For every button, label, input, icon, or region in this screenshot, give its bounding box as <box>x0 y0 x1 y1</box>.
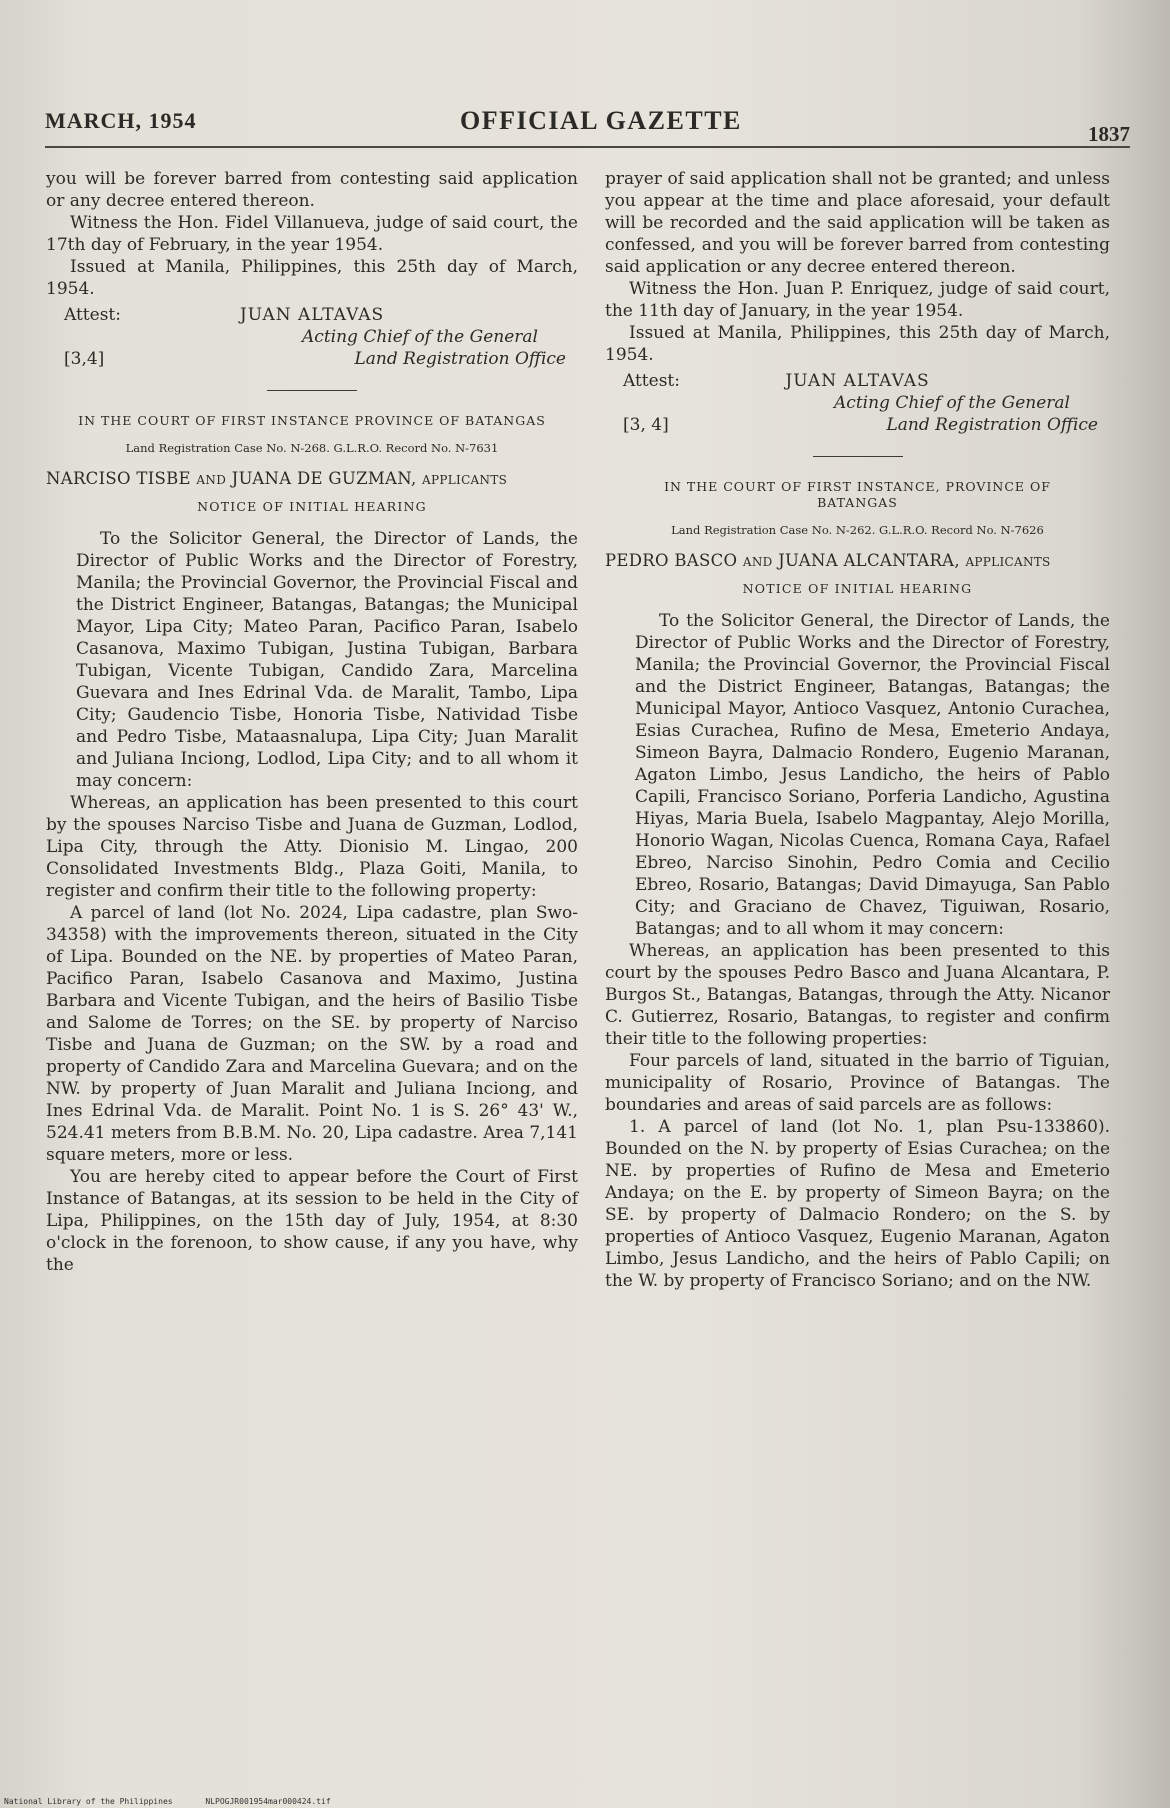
attest-title-line1: Acting Chief of the General <box>834 393 1070 413</box>
header-date: MARCH, 1954 <box>45 108 197 133</box>
scan-footer <box>4 1797 359 1806</box>
court-heading: IN THE COURT OF FIRST INSTANCE PROVINCE OF BATANGAS <box>78 413 546 428</box>
attest-reference: [3, 4] <box>623 415 669 435</box>
applicants-line: NARCISO TISBE and JUANA DE GUZMAN, applicants <box>46 469 508 488</box>
lot-one-paragraph: 1. A parcel of land (lot No. 1, plan Psu-133860). Bounded on the N. by property of Esias Curachea; on the NE. by properties of Rufino de Mesa and Emeterio Andaya; on the E. by property of Simeon Bayra; on the SE. by property of Dalmacio Rondero; on the S. by properties of Antioco Vasquez, Eugenio Maranan, Agaton Limbo, Jesus Landicho, and the heirs of Pablo Capili; on the W. by property of Francisco Soriano; and on the NW. <box>605 1117 1110 1291</box>
witness-paragraph: Witness the Hon. Fidel Villanueva, judge of said court, the 17th day of February, in the year 1954. <box>46 213 578 255</box>
attest-name: JUAN ALTAVAS <box>785 371 930 391</box>
continuation-paragraph: you will be forever barred from contesting said application or any decree entered thereon. <box>46 169 578 211</box>
court-heading: IN THE COURT OF FIRST INSTANCE, PROVINCE OF BATANGAS <box>664 479 1051 510</box>
right-column <box>605 168 1110 1292</box>
section-separator <box>813 456 903 457</box>
section-separator <box>267 390 357 391</box>
whereas-paragraph: Whereas, an application has been presented to this court by the spouses Narciso Tisbe and Juana de Guzman, Lodlod, Lipa City, through the Atty. Dionisio M. Lingao, 200 Consolidated Investments Bldg., Plaza Goiti, Manila, to register and confirm their title to the following property: <box>46 793 578 901</box>
property-paragraph: A parcel of land (lot No. 2024, Lipa cadastre, plan Swo-34358) with the improvements thereon, situated in the City of Lipa. Bounded on the NE. by properties of Mateo Paran, Pacifico Paran, Isabelo Casanova and Maximo, Justina Barbara and Vicente Tubigan, and the heirs of Basilio Tisbe and Salome de Torres; on the SE. by property of Narciso Tisbe and Juana de Guzman; on the SW. by a road and property of Candido Zara and Marcelina Guevara; and on the NW. by property of Juan Maralit and Juliana Inciong, and Ines Edrinal Vda. de Maralit. Point No. 1 is S. 26° 43' W., 524.41 meters from B.B.M. No. 20, Lipa cadastre. Area 7,141 square meters, more or less. <box>46 903 578 1165</box>
issued-paragraph: Issued at Manila, Philippines, this 25th day of March, 1954. <box>605 323 1110 365</box>
notice-title: NOTICE OF INITIAL HEARING <box>742 581 973 596</box>
left-column <box>46 168 578 1276</box>
scan-filename: NLPOGJR001954mar000424.tif <box>205 1797 331 1806</box>
notice-title: NOTICE OF INITIAL HEARING <box>197 499 427 514</box>
attest-title-line2: Land Registration Office <box>886 415 1098 435</box>
whereas-paragraph: Whereas, an application has been presented to this court by the spouses Pedro Basco and Juana Alcantara, P. Burgos St., Batangas, Batangas, through the Atty. Nicanor C. Gutierrez, Rosario, Batangas, to register and confirm their title to the following properties: <box>605 941 1110 1049</box>
parcels-paragraph: Four parcels of land, situated in the barrio of Tiguian, municipality of Rosario, Province of Batangas. The boundaries and areas of said parcels are as follows: <box>605 1051 1110 1115</box>
attest-title-line2: Land Registration Office <box>354 349 566 369</box>
header-publication-title: OFFICIAL GAZETTE <box>460 106 742 135</box>
attest-label: Attest: <box>64 305 121 325</box>
page-header <box>45 100 1130 150</box>
header-page-number: 1837 <box>1088 122 1130 146</box>
attest-block <box>46 304 578 370</box>
citation-paragraph: You are hereby cited to appear before the Court of First Instance of Batangas, at its session to be held in the City of Lipa, Philippines, on the 15th day of July, 1954, at 8:30 o'clock in the forenoon, to show cause, if any you have, why the <box>46 1167 578 1275</box>
attest-block <box>605 370 1110 436</box>
continuation-paragraph: prayer of said application shall not be granted; and unless you appear at the time and place aforesaid, your default will be recorded and the said application will be taken as confessed, and you will be forever barred from contesting said application or any decree entered thereon. <box>605 169 1110 277</box>
attest-title-line1: Acting Chief of the General <box>302 327 538 347</box>
attest-name: JUAN ALTAVAS <box>239 305 385 325</box>
applicants-line: PEDRO BASCO and JUANA ALCANTARA, applicants <box>605 551 1051 570</box>
addressee-paragraph: To the Solicitor General, the Director of Lands, the Director of Public Works and the Director of Forestry, Manila; the Provincial Governor, the Provincial Fiscal and the District Engineer, Batangas, Batangas; the Municipal Mayor, Antioco Vasquez, Antonio Curachea, Esias Curachea, Rufino de Mesa, Emeterio Andaya, Simeon Bayra, Dalmacio Rondero, Eugenio Maranan, Agaton Limbo, Jesus Landicho, the heirs of Pablo Capili, Francisco Soriano, Porferia Landicho, Agustina Hiyas, Maria Buela, Isabelo Magpantay, Alejo Morilla, Honorio Wagan, Nicolas Cuenca, Romana Caya, Rafael Ebreo, Narciso Sinohin, Pedro Comia and Cecilio Ebreo, Rosario, Batangas; David Dimayuga, San Pablo City; and Graciano de Chavez, Tiguiwan, Rosario, Batangas; and to all whom it may concern: <box>635 611 1110 939</box>
addressee-paragraph: To the Solicitor General, the Director of Lands, the Director of Public Works and the Director of Forestry, Manila; the Provincial Governor, the Provincial Fiscal and the District Engineer, Batangas, Batangas; the Municipal Mayor, Lipa City; Mateo Paran, Pacifico Paran, Isabelo Casanova, Maximo Tubigan, Justina Tubigan, Barbara Tubigan, Vicente Tubigan, Candido Zara, Marcelina Guevara and Ines Edrinal Vda. de Maralit, Tambo, Lipa City; Gaudencio Tisbe, Honoria Tisbe, Natividad Tisbe and Pedro Tisbe, Mataasnalupa, Lipa City; Juan Maralit and Juliana Inciong, Lodlod, Lipa City; and to all whom it may concern: <box>76 529 578 791</box>
attest-label: Attest: <box>623 371 680 391</box>
attest-reference: [3,4] <box>64 349 105 369</box>
witness-paragraph: Witness the Hon. Juan P. Enriquez, judge of said court, the 11th day of January, in the year 1954. <box>605 279 1110 321</box>
registration-case: Land Registration Case No. N-262. G.L.R.O. Record No. N-7626 <box>671 523 1044 537</box>
registration-case: Land Registration Case No. N-268. G.L.R.O. Record No. N-7631 <box>125 441 499 455</box>
header-rule <box>45 146 1130 148</box>
issued-paragraph: Issued at Manila, Philippines, this 25th day of March, 1954. <box>46 257 578 299</box>
library-credit: National Library of the Philippines <box>4 1797 173 1806</box>
